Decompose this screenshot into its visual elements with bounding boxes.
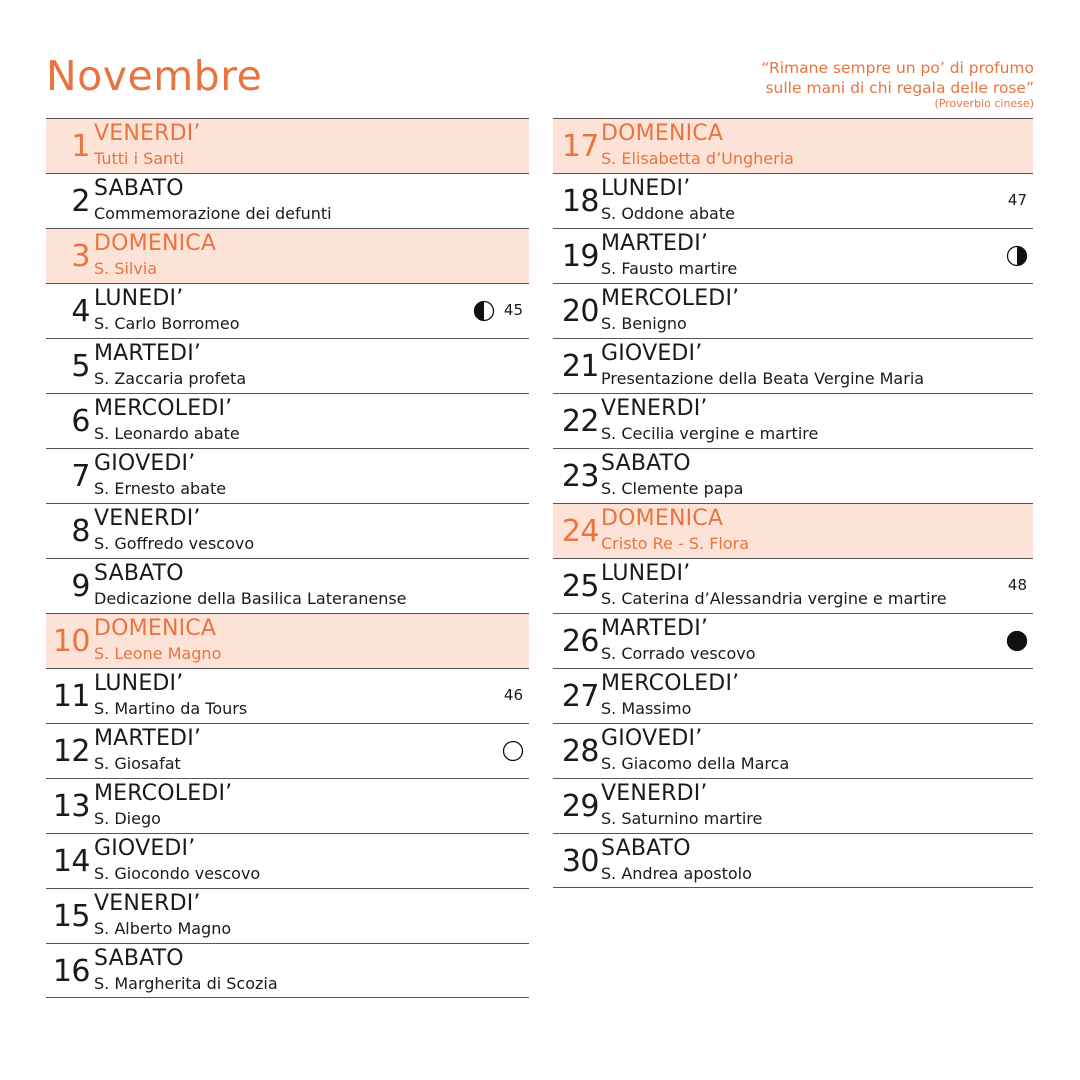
day-row (46, 558, 529, 613)
saint-name: S. Benigno (601, 314, 687, 333)
day-row (46, 943, 529, 998)
day-row (46, 118, 529, 173)
day-row (46, 448, 529, 503)
saint-name: S. Oddone abate (601, 204, 735, 223)
day-number: 9 (71, 569, 90, 604)
saint-name: Cristo Re - S. Flora (601, 534, 750, 553)
day-number: 20 (561, 294, 599, 329)
weekday-label: DOMENICA (601, 506, 724, 531)
day-number: 15 (52, 899, 90, 934)
saint-name: S. Clemente papa (601, 479, 744, 498)
saint-name: S. Alberto Magno (94, 919, 232, 938)
day-number: 1 (71, 129, 90, 164)
quote-source: (Proverbio cinese) (934, 97, 1034, 110)
day-number: 19 (561, 239, 599, 274)
weekday-label: MARTEDI’ (94, 726, 202, 751)
weekday-label: VENERDI’ (94, 891, 201, 916)
day-row (553, 723, 1033, 778)
day-row (46, 888, 529, 943)
weekday-label: SABATO (601, 836, 691, 861)
weekday-label: DOMENICA (94, 616, 217, 641)
weekday-label: LUNEDI’ (94, 286, 184, 311)
saint-name: S. Andrea apostolo (601, 864, 752, 883)
day-number: 18 (561, 184, 599, 219)
day-number: 12 (52, 734, 90, 769)
saint-name: S. Leonardo abate (94, 424, 240, 443)
day-row (46, 228, 529, 283)
weekday-label: GIOVEDI’ (601, 341, 703, 366)
weekday-label: MARTEDI’ (94, 341, 202, 366)
weekday-label: MERCOLEDI’ (601, 671, 740, 696)
day-number: 6 (71, 404, 90, 439)
saint-name: S. Margherita di Scozia (94, 974, 278, 993)
week-number: 46 (503, 686, 523, 704)
first-quarter-icon (1006, 245, 1028, 267)
weekday-label: LUNEDI’ (94, 671, 184, 696)
day-row (553, 558, 1033, 613)
saint-name: S. Carlo Borromeo (94, 314, 240, 333)
weekday-label: VENERDI’ (601, 396, 708, 421)
day-row (553, 283, 1033, 338)
quote (761, 58, 1034, 110)
day-number: 27 (561, 679, 599, 714)
day-number: 16 (52, 954, 90, 989)
saint-name: S. Caterina d’Alessandria vergine e martire (601, 589, 947, 608)
weekday-label: DOMENICA (601, 121, 724, 146)
week-number: 45 (503, 301, 523, 319)
saint-name: S. Fausto martire (601, 259, 738, 278)
day-row (46, 833, 529, 888)
left-day-column (46, 118, 529, 998)
quote-line: “Rimane sempre un po’ di profumo (761, 59, 1034, 77)
day-row (553, 338, 1033, 393)
saint-name: Dedicazione della Basilica Lateranense (94, 589, 407, 608)
weekday-label: SABATO (94, 946, 184, 971)
saint-name: Commemorazione dei defunti (94, 204, 332, 223)
day-row (553, 833, 1033, 888)
day-row (553, 613, 1033, 668)
day-row (46, 393, 529, 448)
day-row (553, 393, 1033, 448)
weekday-label: GIOVEDI’ (601, 726, 703, 751)
saint-name: S. Ernesto abate (94, 479, 227, 498)
saint-name: S. Silvia (94, 259, 158, 278)
day-number: 28 (561, 734, 599, 769)
day-number: 22 (561, 404, 599, 439)
weekday-label: VENERDI’ (94, 121, 201, 146)
day-number: 4 (71, 294, 90, 329)
last-quarter-icon (473, 300, 495, 322)
day-row (46, 723, 529, 778)
day-number: 17 (561, 129, 599, 164)
weekday-label: MERCOLEDI’ (94, 781, 233, 806)
day-number: 10 (52, 624, 90, 659)
day-number: 21 (561, 349, 599, 384)
saint-name: S. Goffredo vescovo (94, 534, 255, 553)
month-title: Novembre (46, 52, 263, 100)
day-row (553, 228, 1033, 283)
full-moon-icon (1006, 630, 1028, 652)
weekday-label: MERCOLEDI’ (601, 286, 740, 311)
day-number: 23 (561, 459, 599, 494)
saint-name: S. Diego (94, 809, 161, 828)
saint-name: S. Giacomo della Marca (601, 754, 790, 773)
week-number: 48 (1007, 576, 1027, 594)
day-row (553, 778, 1033, 833)
saint-name: S. Massimo (601, 699, 692, 718)
weekday-label: GIOVEDI’ (94, 451, 196, 476)
day-row (46, 503, 529, 558)
weekday-label: GIOVEDI’ (94, 836, 196, 861)
day-number: 5 (71, 349, 90, 384)
saint-name: S. Giosafat (94, 754, 181, 773)
day-number: 14 (52, 844, 90, 879)
saint-name: S. Zaccaria profeta (94, 369, 247, 388)
weekday-label: MARTEDI’ (601, 616, 709, 641)
weekday-label: MERCOLEDI’ (94, 396, 233, 421)
day-number: 11 (52, 679, 90, 714)
weekday-label: VENERDI’ (601, 781, 708, 806)
day-row (553, 503, 1033, 558)
day-row (553, 668, 1033, 723)
weekday-label: SABATO (94, 561, 184, 586)
right-day-column (553, 118, 1033, 888)
day-number: 26 (561, 624, 599, 659)
day-row (46, 283, 529, 338)
saint-name: S. Leone Magno (94, 644, 222, 663)
week-number: 47 (1007, 191, 1027, 209)
day-row (46, 778, 529, 833)
day-row (553, 173, 1033, 228)
saint-name: S. Giocondo vescovo (94, 864, 261, 883)
day-row (553, 448, 1033, 503)
day-row (46, 613, 529, 668)
weekday-label: LUNEDI’ (601, 176, 691, 201)
weekday-label: MARTEDI’ (601, 231, 709, 256)
day-number: 29 (561, 789, 599, 824)
saint-name: S. Martino da Tours (94, 699, 248, 718)
day-number: 13 (52, 789, 90, 824)
day-number: 30 (561, 844, 599, 879)
day-number: 25 (561, 569, 599, 604)
day-row (46, 668, 529, 723)
saint-name: Presentazione della Beata Vergine Maria (601, 369, 925, 388)
day-number: 24 (561, 514, 599, 549)
weekday-label: VENERDI’ (94, 506, 201, 531)
saint-name: S. Corrado vescovo (601, 644, 756, 663)
saint-name: S. Saturnino martire (601, 809, 763, 828)
new-moon-icon (502, 740, 524, 762)
day-row (46, 173, 529, 228)
saint-name: Tutti i Santi (94, 149, 184, 168)
day-number: 3 (71, 239, 90, 274)
weekday-label: SABATO (601, 451, 691, 476)
saint-name: S. Cecilia vergine e martire (601, 424, 819, 443)
weekday-label: DOMENICA (94, 231, 217, 256)
day-number: 8 (71, 514, 90, 549)
day-number: 7 (71, 459, 90, 494)
saint-name: S. Elisabetta d’Ungheria (601, 149, 794, 168)
weekday-label: LUNEDI’ (601, 561, 691, 586)
day-row (553, 118, 1033, 173)
day-number: 2 (71, 184, 90, 219)
quote-line: sulle mani di chi regala delle rose” (765, 79, 1034, 97)
weekday-label: SABATO (94, 176, 184, 201)
day-row (46, 338, 529, 393)
